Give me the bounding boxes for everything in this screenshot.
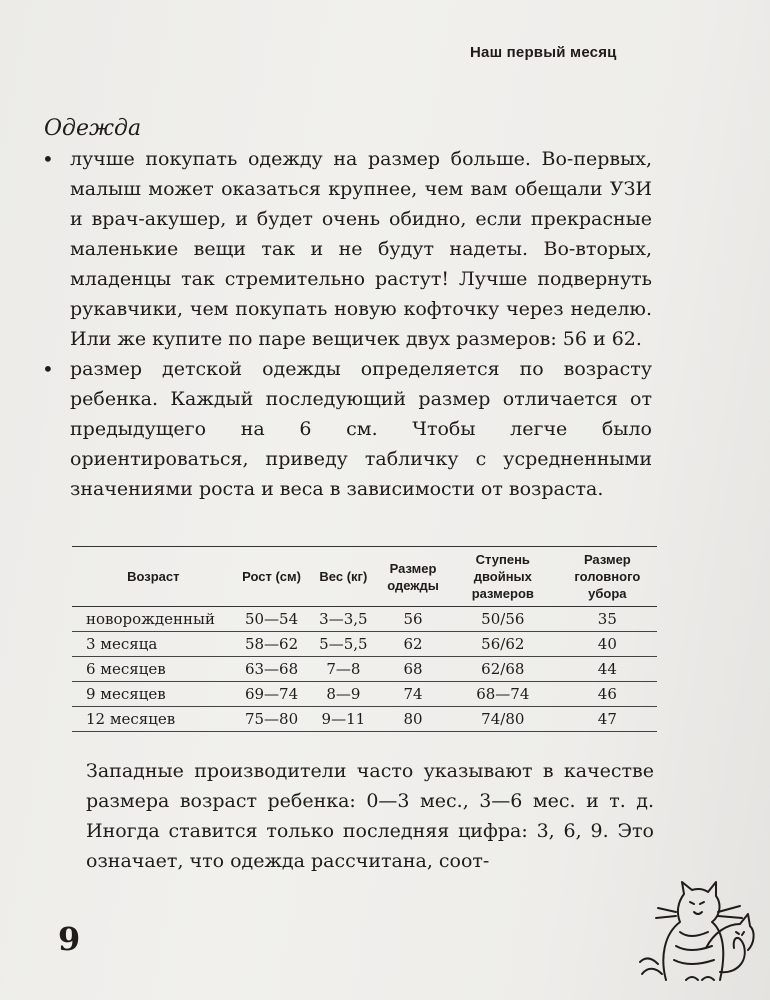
header-weight: Вес (кг) xyxy=(319,569,368,584)
bullet-dot-icon: • xyxy=(42,147,54,171)
cell-hat-size: 47 xyxy=(558,707,657,732)
cell-age: 12 месяцев xyxy=(72,707,235,732)
table-row xyxy=(72,607,657,632)
cell-clothing-size: 62 xyxy=(378,632,448,657)
cell-double-size: 62/68 xyxy=(448,657,558,682)
header-clothing-size: Размер одежды xyxy=(387,560,439,593)
bullet-text: лучше покупать одежду на размер больше. Во-первых, малыш может оказаться крупнее, чем вам обещали УЗИ и врач-акушер, и будет очень обидно, если прекрасные маленькие вещи так и не будут надеты. Во-вторых, младенцы так стремительно растут! Лучше подвернуть рукавчики, чем покупать новую кофточку через неделю. Или же купите по паре вещичек двух размеров: 56 и 62. xyxy=(70,148,652,350)
cats-illustration-icon xyxy=(636,862,760,986)
body-paragraph: Западные производители часто указывают в качестве размера возраст ребенка: 0—3 мес., 3—6 мес. и т. д. Иногда ставится только последняя цифра: 3, 6, 9. Это означает, что одежда рассчитана, соот- xyxy=(86,760,654,872)
cell-weight: 9—11 xyxy=(309,707,379,732)
page-number: 9 xyxy=(58,920,81,958)
bullet-item xyxy=(42,354,652,504)
cell-clothing-size: 80 xyxy=(378,707,448,732)
table-row xyxy=(72,657,657,682)
table-row xyxy=(72,707,657,732)
table-header-row xyxy=(72,547,657,607)
header-height: Рост (см) xyxy=(242,569,301,584)
running-head: Наш первый месяц xyxy=(470,44,617,61)
cell-height: 58—62 xyxy=(235,632,309,657)
section-title: Одежда xyxy=(44,116,142,141)
cell-height: 50—54 xyxy=(235,607,309,632)
cell-hat-size: 40 xyxy=(558,632,657,657)
cell-hat-size: 44 xyxy=(558,657,657,682)
cell-double-size: 68—74 xyxy=(448,682,558,707)
cell-age: новорожденный xyxy=(72,607,235,632)
table-row xyxy=(72,682,657,707)
cell-height: 75—80 xyxy=(235,707,309,732)
cell-weight: 3—3,5 xyxy=(309,607,379,632)
cell-double-size: 50/56 xyxy=(448,607,558,632)
cell-clothing-size: 74 xyxy=(378,682,448,707)
cell-age: 3 месяца xyxy=(72,632,235,657)
header-age: Возраст xyxy=(127,569,180,584)
cell-age: 9 месяцев xyxy=(72,682,235,707)
cell-hat-size: 46 xyxy=(558,682,657,707)
cell-weight: 7—8 xyxy=(309,657,379,682)
cell-weight: 5—5,5 xyxy=(309,632,379,657)
size-table xyxy=(72,546,657,732)
cell-hat-size: 35 xyxy=(558,607,657,632)
bullet-text: размер детской одежды определяется по возрасту ребенка. Каждый последующий размер отличается от предыдущего на 6 см. Чтобы легче было ориентироваться, приведу табличку с усредненными значениями роста и веса в зависимости от возраста. xyxy=(70,358,652,500)
cell-height: 63—68 xyxy=(235,657,309,682)
cell-age: 6 месяцев xyxy=(72,657,235,682)
header-hat-size: Размер головного убора xyxy=(574,552,641,601)
cell-height: 69—74 xyxy=(235,682,309,707)
cell-clothing-size: 68 xyxy=(378,657,448,682)
cell-double-size: 56/62 xyxy=(448,632,558,657)
bullet-item xyxy=(42,144,652,354)
table-row xyxy=(72,632,657,657)
bullet-dot-icon: • xyxy=(42,357,54,381)
cell-clothing-size: 56 xyxy=(378,607,448,632)
bullet-list xyxy=(42,144,652,504)
header-double-size: Ступень двойных размеров xyxy=(471,552,534,601)
cell-weight: 8—9 xyxy=(309,682,379,707)
cell-double-size: 74/80 xyxy=(448,707,558,732)
